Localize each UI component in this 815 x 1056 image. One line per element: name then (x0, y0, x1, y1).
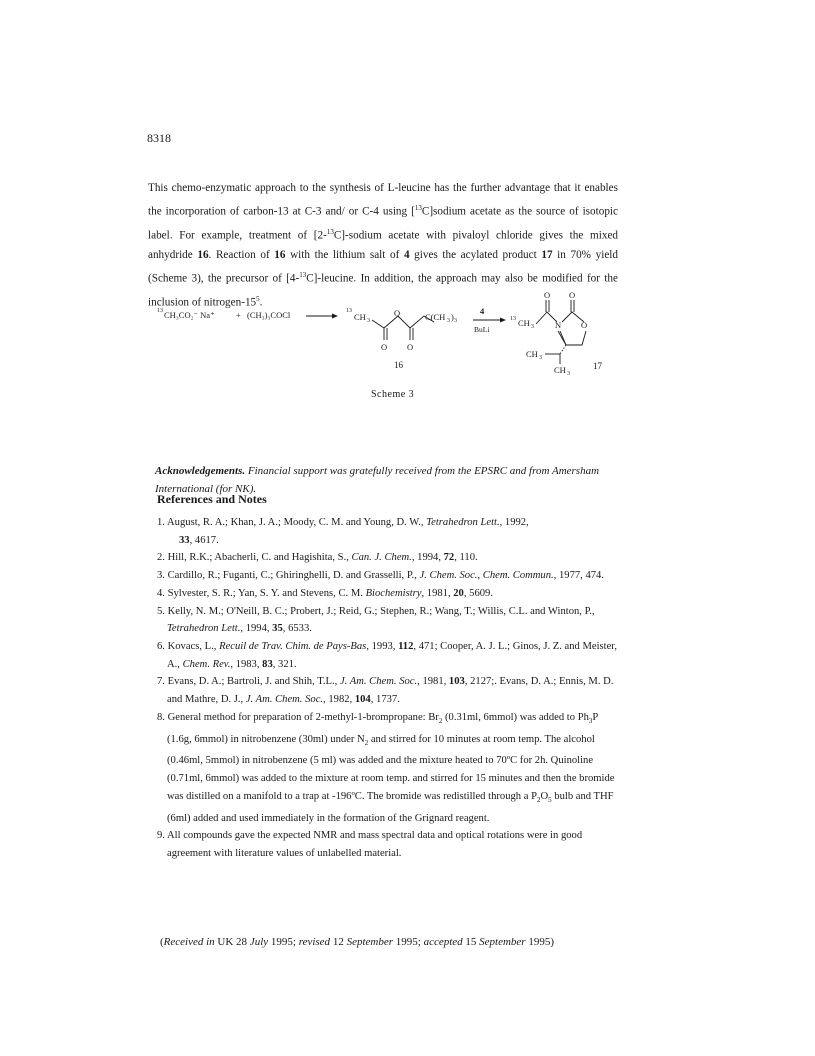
arrow-icon (332, 314, 338, 319)
svg-text:3: 3 (367, 318, 370, 324)
reference-item: 2. Hill, R.K.; Abacherli, C. and Hagishita, S., Can. J. Chem., 1994, 72, 110. (157, 552, 478, 564)
reference-item: 9. All compounds gave the expected NMR and mass spectral data and optical rotations were in good agreement with literature values of unlabelled material. (157, 830, 583, 859)
anhydride-isotope: 13 (346, 308, 352, 314)
reagent-4: 4 (480, 306, 485, 316)
svg-text:O: O (407, 342, 414, 352)
sodium-acetate: CH₃CO₂⁻ Na⁺ (164, 310, 215, 320)
svg-text:13: 13 (510, 316, 516, 322)
intro-paragraph: This chemo-enzymatic approach to the synthesis of L-leucine has the further advantage that it enables the incorporation of carbon-13 at C-3 and/ or C-4 using [$^{13}$C]sodium acetate as the source of isotopic label. For example, treatment of [2-$^{13}$C]-sodium acetate with pivaloyl chloride gives the mixed anhydride 16. Reaction of 16 with the lithium salt of 4 gives the acylated product 17 in 70% yield (Scheme 3), the precursor of [4-$^{13}$C]-leucine. In addition, the approach may also be modified for the inclusion of nitrogen-$15^5$. (148, 182, 619, 309)
svg-text:CH: CH (554, 365, 566, 375)
received-dates: (Received in UK 28 July 1995; revised 12 September 1995; accepted 15 September 1995) (160, 936, 555, 948)
acknowledgements-label: Acknowledgements. (155, 465, 246, 477)
acknowledgements-text: Financial support was gratefully received from the EPSRC and from Amersham International (for NK). (155, 465, 600, 495)
reaction-scheme (148, 290, 618, 402)
svg-text:O: O (581, 320, 588, 330)
reagent-buli: BuLi (474, 325, 490, 334)
svg-text:3: 3 (531, 324, 534, 330)
svg-text:N: N (555, 320, 562, 330)
svg-text:O: O (544, 290, 551, 300)
reference-item: 7. Evans, D. A.; Bartroli, J. and Shih, T.L., J. Am. Chem. Soc., 1981, 103, 2127;. Evans, D. A.; Ennis, M. D. and Mathre, D. J., J. Am. Chem. Soc., 1982, 104, 1737. (157, 676, 614, 706)
reference-item: 5. Kelly, N. M.; O'Neill, B. C.; Probert, J.; Reid, G.; Stephen, R.; Wang, T.; Willis, C.L. and Winton, P., Tetrahedron Lett., 1994, 35, 6533. (157, 605, 595, 635)
references-heading: References and Notes (157, 492, 267, 506)
compound-17-label: 17 (593, 361, 602, 371)
reference-item: 6. Kovacs, L., Recuil de Trav. Chim. de Pays-Bas, 1993, 112, 471; Cooper, A. J. L.; Ginos, J. Z. and Meister, A., Chem. Rev., 1983, 83, 321. (157, 640, 618, 670)
svg-text:O: O (381, 342, 388, 352)
svg-text:3: 3 (567, 371, 570, 377)
scheme-caption: Scheme 3 (371, 389, 415, 400)
reactant1-isotope: 13 (157, 308, 163, 314)
svg-text:3: 3 (539, 355, 542, 361)
svg-text:C(CH: C(CH (425, 312, 446, 322)
pivaloyl-chloride: (CH₃)₃COCl (247, 310, 291, 320)
svg-text:3: 3 (454, 318, 457, 324)
scheme-drawing (148, 290, 618, 402)
reference-item: 4. Sylvester, S. R.; Yan, S. Y. and Stevens, C. M. Biochemistry, 1981, 20, 5609. (157, 587, 493, 599)
svg-text:): ) (451, 312, 454, 322)
svg-text:CH: CH (526, 349, 538, 359)
page-number: 8318 (147, 131, 171, 145)
arrow-icon (500, 318, 506, 323)
reference-item: 8. General method for preparation of 2-methyl-1-brompropane: $Br_2$ (0.31ml, 6mmol) was added to $Ph_3P$ (1.6g, 6mmol) in nitrobenzene (30ml) under $N_2$ and stirred for 10 minutes at room temp. The alcohol (0.46ml, 5mmol) in nitrobenzene (5 ml) was added and the mixture heated to 70ºC for 2h. Quinoline (0.71ml, 6mmol) was added to the mixture at room temp. and stirred for 15 minutes and then the bromide was distilled on a manifold to a trap at -196ºC. The bromide was redistilled through a $P_2O_5$ bulb and THF (6ml) added and used immediately in the formation of the Grignard reagent. (157, 711, 615, 824)
compound-16-label: 16 (394, 360, 403, 370)
svg-text:O: O (569, 290, 576, 300)
reference-list (157, 514, 622, 863)
svg-text:3: 3 (447, 318, 450, 324)
reference-item: 3. Cardillo, R.; Fuganti, C.; Ghiringhelli, D. and Grasselli, P., J. Chem. Soc., Chem. Commun., 1977, 474. (157, 570, 604, 582)
anhydride-methyl: CH (354, 312, 366, 322)
reference-item: 1. August, R. A.; Khan, J. A.; Moody, C. M. and Young, D. W., Tetrahedron Lett., 1992, 33, 4617. (157, 517, 529, 546)
plus-sign: + (236, 310, 241, 320)
svg-text:CH: CH (518, 318, 530, 328)
svg-text:O: O (394, 308, 401, 318)
